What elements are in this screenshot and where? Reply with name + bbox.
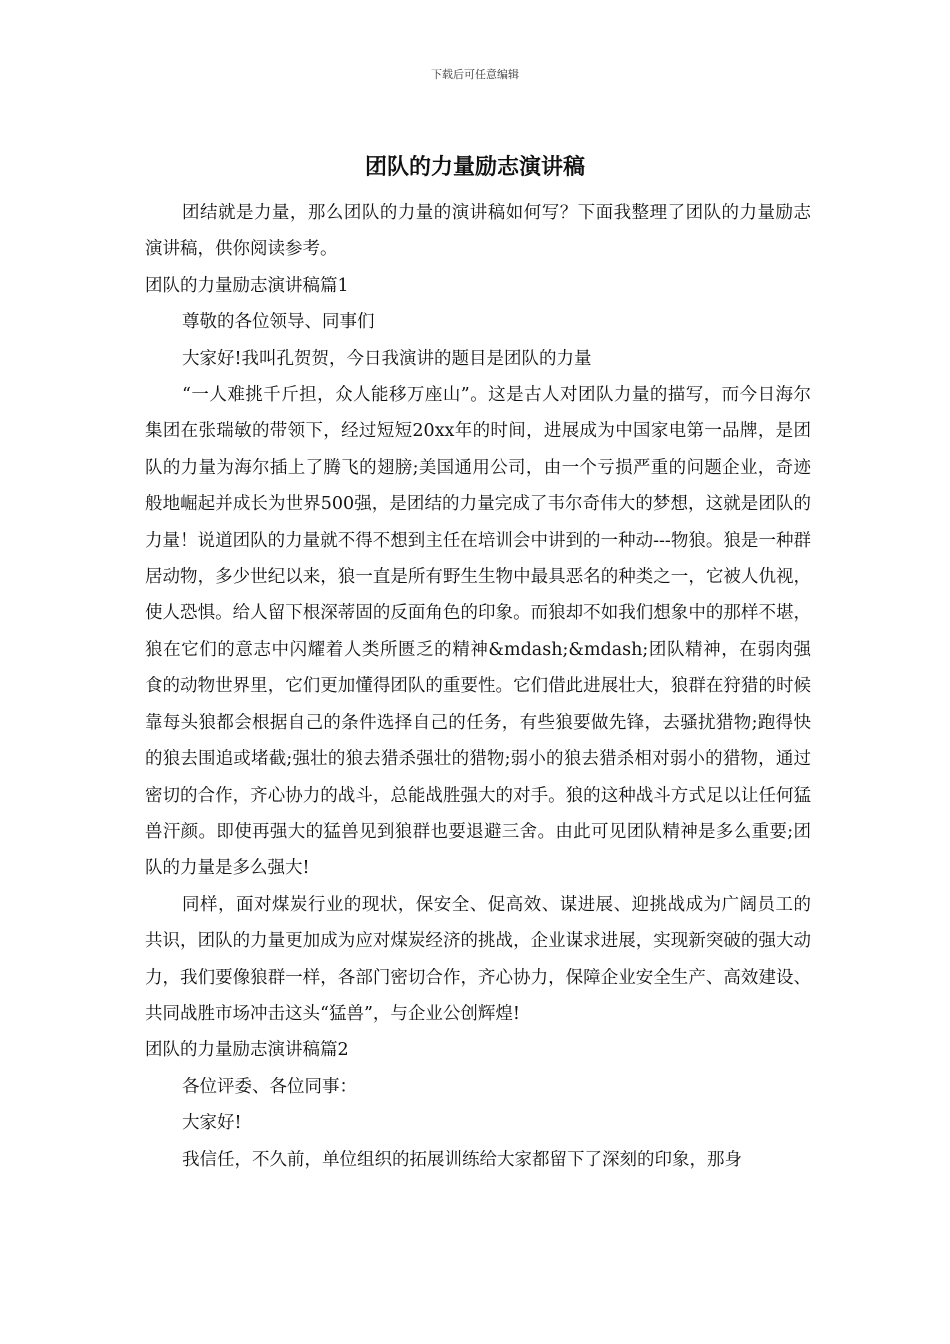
document-title: 团队的力量励志演讲稿 bbox=[364, 155, 585, 180]
salutation-paragraph: 尊敬的各位领导、同事们 bbox=[182, 312, 375, 333]
body-paragraph: “一人难挑千斤担，众人能移万座山”。这是古人对团队力量的描写，而今日海尔集团在张瑞敏的带领下，经过短短20xx年的时间，进展成为中国家电第一品牌，是团队的力量为海尔插上了腾飞的翅膀;美国通用公司，由一个亏损严重的问题企业，奇迹般地崛起并成长为世界500强，是团结的力量完成了韦尔奇伟大的梦想，这就是团队的力量！说道团队的力量就不得不想到主任在培训会中讲到的一种动---物狼。狼是一种群居动物，多少世纪以来，狼一直是所有野生生物中最具恶名的种类之一，它被人仇视，使人恐惧。给人留下根深蒂固的反面角色的印象。而狼却不如我们想象中的那样不堪，狼在它们的意志中闪耀着人类所匮乏的精神&mdash;&mdash;团队精神，在弱肉强食的动物世界里，它们更加懂得团队的重要性。它们借此进展壮大，狼群在狩猎的时候靠每头狼都会根据自己的条件选择自己的任务，有些狼要做先锋，去骚扰猎物;跑得快的狼去围追或堵截;强壮的狼去猎杀强壮的猎物;弱小的狼去猎杀相对弱小的猎物，通过密切的合作，齐心协力的战斗，总能战胜强大的对手。狼的这种战斗方式足以让任何猛兽汗颜。即使再强大的猛兽见到狼群也要退避三舍。由此可见团队精神是多么重要;团队的力量是多么强大! bbox=[145, 385, 811, 879]
section-heading-2: 团队的力量励志演讲稿篇2 bbox=[145, 1040, 349, 1061]
salutation-paragraph: 各位评委、各位同事： bbox=[182, 1076, 357, 1097]
header-note: 下载后可任意编辑 bbox=[431, 68, 519, 81]
greeting-paragraph: 大家好! bbox=[182, 1113, 242, 1134]
body-paragraph: 我信任，不久前，单位组织的拓展训练给大家都留下了深刻的印象，那身 bbox=[182, 1149, 742, 1170]
intro-paragraph: 团结就是力量，那么团队的力量的演讲稿如何写？下面我整理了团队的力量励志演讲稿，供你阅读参考。 bbox=[145, 203, 811, 260]
body-paragraph: 同样，面对煤炭行业的现状，保安全、促高效、谋进展、迎挑战成为广阔员工的共识，团队的力量更加成为应对煤炭经济的挑战，企业谋求进展，实现新突破的强大动力，我们要像狼群一样，各部门密切合作，齐心协力，保障企业安全生产、高效建设、共同战胜市场冲击这头“猛兽”，与企业公创辉煌! bbox=[145, 894, 811, 1024]
document-body bbox=[145, 195, 811, 1178]
greeting-paragraph: 大家好!我叫孔贺贺，今日我演讲的题目是团队的力量 bbox=[182, 348, 592, 369]
section-heading-1: 团队的力量励志演讲稿篇1 bbox=[145, 275, 349, 296]
